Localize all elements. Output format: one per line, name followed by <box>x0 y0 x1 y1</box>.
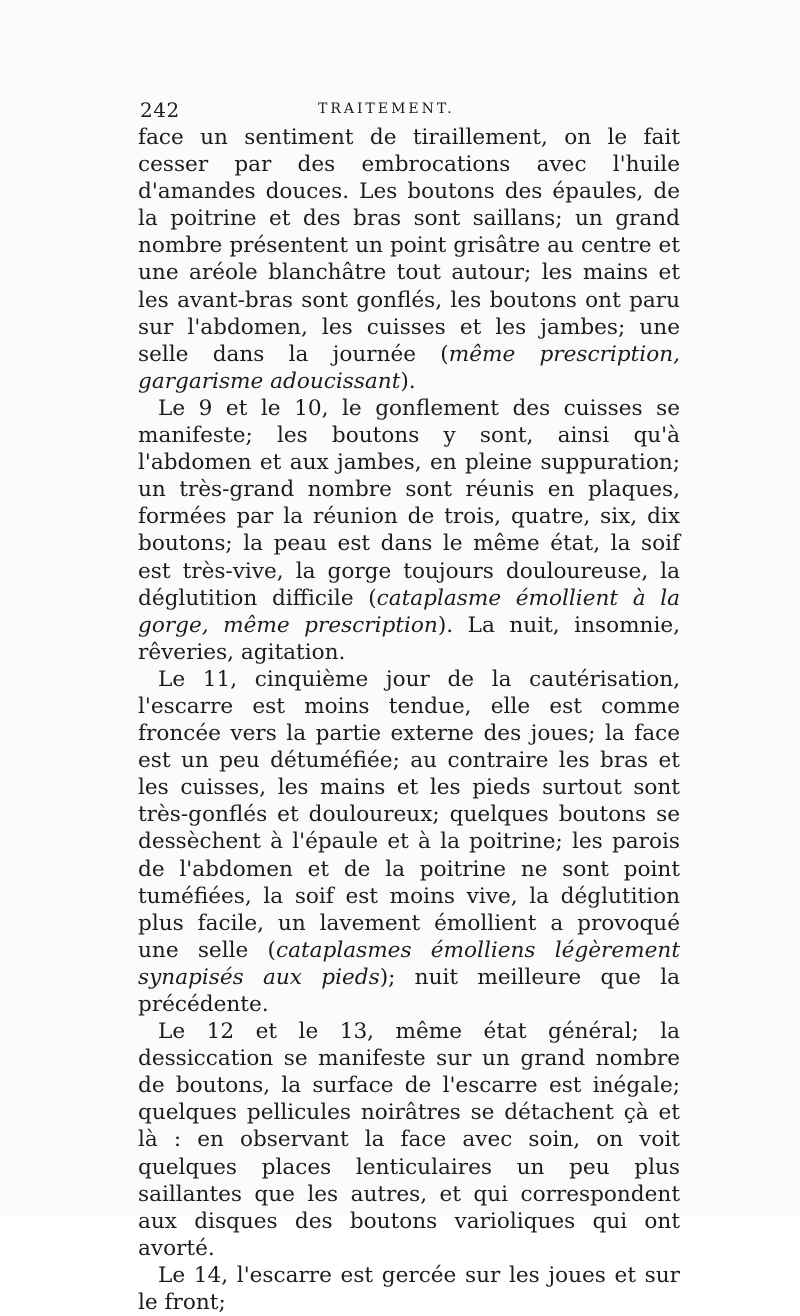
paragraph <box>138 1018 680 1262</box>
text-run: face un sentiment de tiraillement, on le fait cesser par des embrocations avec l'huile d'amandes douces. Les boutons des épaules, de la poitrine et des bras sont saillans; un grand nombre présentent un point grisâtre au centre et une aréole blanchâtre tout autour; les mains et les avant-bras sont gonflés, les boutons ont paru sur l'abdomen, les cuisses et les jambes; une selle dans la journée ( <box>138 125 680 367</box>
text-run: ); nuit meilleure que la précédente. <box>138 964 680 1017</box>
text-run: ). <box>400 368 416 394</box>
page-number: 242 <box>140 98 180 122</box>
body-text <box>138 124 680 1316</box>
text-run: ). La nuit, insomnie, rêveries, agitation. <box>138 612 681 665</box>
page-header <box>140 98 680 126</box>
italic-run: cataplasmes émolliens légèrement synapisés aux pieds <box>138 937 680 990</box>
text-run: Le 9 et le 10, le gonflement des cuisses se manifeste; les boutons y sont, ainsi qu'à l'abdomen et aux jambes, en pleine suppuration; un très-grand nombre sont réunis en plaques, formées par la réunion de trois, quatre, six, dix boutons; la peau est dans le même état, la soif est très-vive, la gorge toujours douloureuse, la déglutition difficile ( <box>138 395 680 611</box>
running-head: TRAITEMENT. <box>318 101 455 117</box>
paragraph <box>138 1262 680 1316</box>
italic-run: même prescription, gargarisme adoucissant <box>138 341 680 394</box>
text-run: Le 14, l'escarre est gercée sur les joues et sur le front; <box>138 1262 680 1316</box>
paragraph <box>138 395 680 666</box>
paragraph <box>138 124 680 395</box>
text-run: Le 12 et le 13, même état général; la dessiccation se manifeste sur un grand nombre de boutons, la surface de l'escarre est inégale; quelques pellicules noirâtres se détachent çà et là : en observant la face avec soin, on voit quelques places lenticulaires un peu plus saillantes que les autres, et qui correspondent aux disques des boutons varioliques qui ont avorté. <box>138 1019 680 1261</box>
paragraph <box>138 666 680 1018</box>
italic-run: cataplasme émollient à la gorge, même prescription <box>138 585 680 638</box>
text-run: Le 11, cinquième jour de la cautérisation, l'escarre est moins tendue, elle est comme froncée vers la partie externe des joues; la face est un peu détuméfiée; au contraire les bras et les cuisses, les mains et les pieds surtout sont très-gonflés et douloureux; quelques boutons se dessèchent à l'épaule et à la poitrine; les parois de l'abdomen et de la poitrine ne sont point tuméfiées, la soif est moins vive, la déglutition plus facile, un lavement émollient a provoqué une selle ( <box>138 666 680 963</box>
